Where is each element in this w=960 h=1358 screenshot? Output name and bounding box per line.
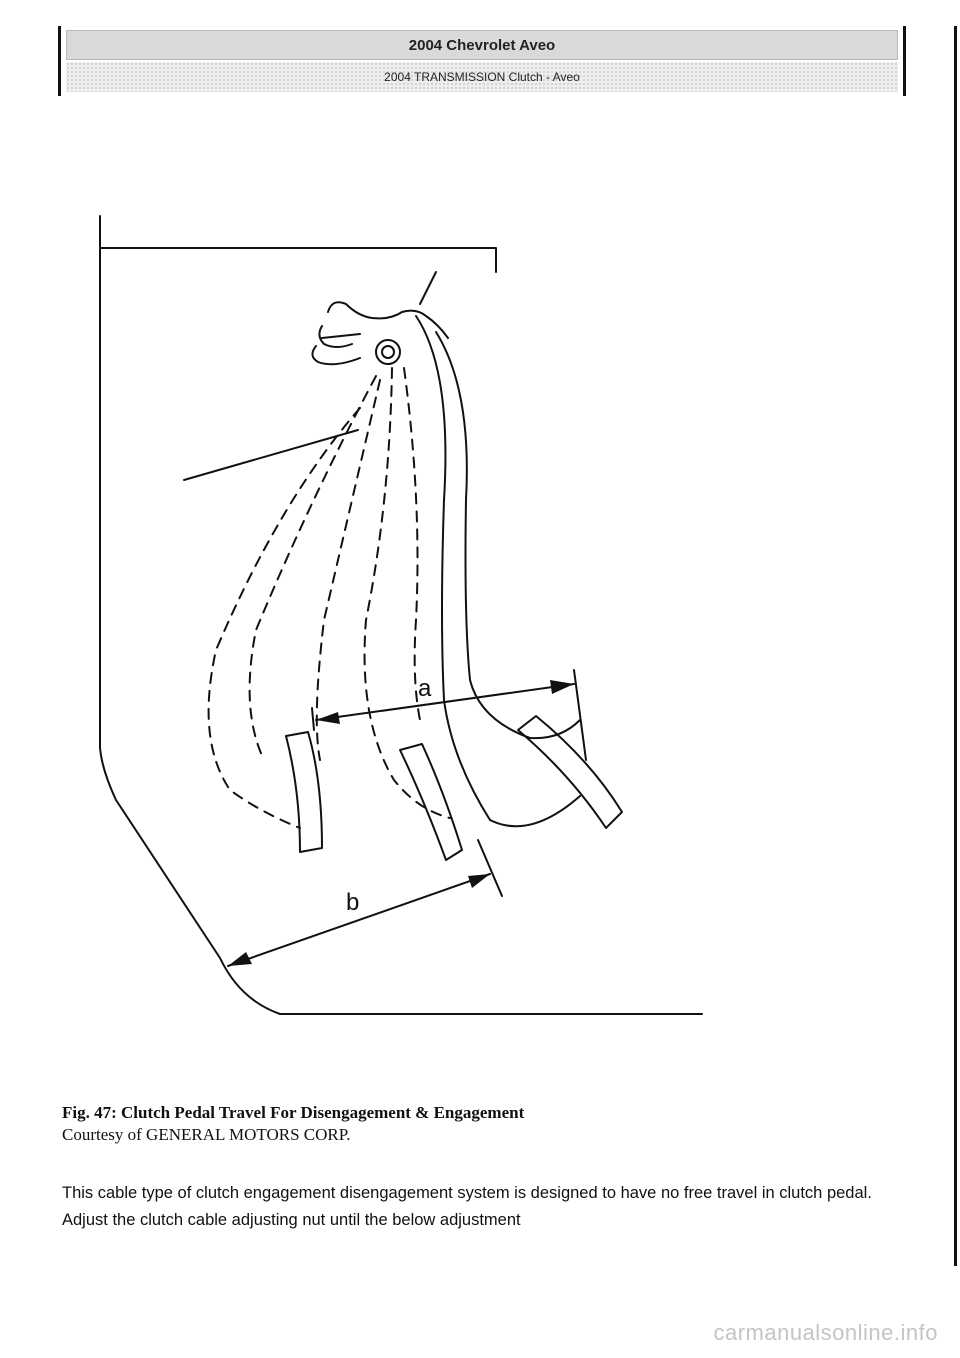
pedal-arm-dashed-5 (404, 368, 420, 720)
arrow-a-left (316, 712, 340, 724)
header-right-rule (903, 26, 906, 96)
arrow-b-right (468, 874, 490, 888)
diagram-svg (60, 200, 740, 1040)
clutch-pedal-diagram (60, 200, 740, 1040)
page-right-rule (954, 26, 957, 1266)
pivot-bracket (312, 302, 448, 364)
pedal-arm-dashed-2 (250, 376, 376, 760)
dimension-b-line (228, 874, 490, 966)
header-title: 2004 Chevrolet Aveo (66, 30, 898, 60)
pedal-arm-dashed-4 (365, 368, 450, 818)
arrow-b-left (228, 952, 252, 966)
dimension-b-tick (478, 840, 502, 896)
pedal-pad-right (518, 716, 622, 828)
pivot-bolt (376, 340, 400, 364)
caption-courtesy: Courtesy of GENERAL MOTORS CORP. (62, 1125, 351, 1144)
caption-title: Fig. 47: Clutch Pedal Travel For Disengagement & Engagement (62, 1103, 525, 1122)
label-a: a (418, 675, 432, 702)
page-header (58, 26, 906, 96)
pedal-arm-dashed-1 (209, 408, 360, 828)
pedal-pad-middle (400, 744, 462, 860)
watermark: carmanualsonline.info (713, 1320, 938, 1345)
bracket-line (184, 430, 358, 480)
pedal-pad-left (286, 732, 322, 852)
pedal-arm-solid (416, 316, 580, 826)
figure-caption (62, 1102, 882, 1146)
frame-outline (100, 216, 702, 1014)
pedal-arm-dashed-3 (317, 380, 380, 760)
dimension-a-line (316, 684, 574, 720)
header-left-rule (58, 26, 61, 96)
dimension-a-tick (574, 670, 586, 760)
pivot-arm (420, 272, 436, 304)
header-subtitle: 2004 TRANSMISSION Clutch - Aveo (66, 62, 898, 92)
arrow-a-right (550, 680, 574, 694)
pivot-bolt-inner (382, 346, 394, 358)
body-paragraph: This cable type of clutch engagement disengagement system is designed to have no free travel in clutch pedal. Adjust the clutch cable adjusting nut until the below adjustment (62, 1184, 872, 1229)
label-b: b (346, 889, 360, 916)
dimension-a-guide (312, 708, 314, 730)
